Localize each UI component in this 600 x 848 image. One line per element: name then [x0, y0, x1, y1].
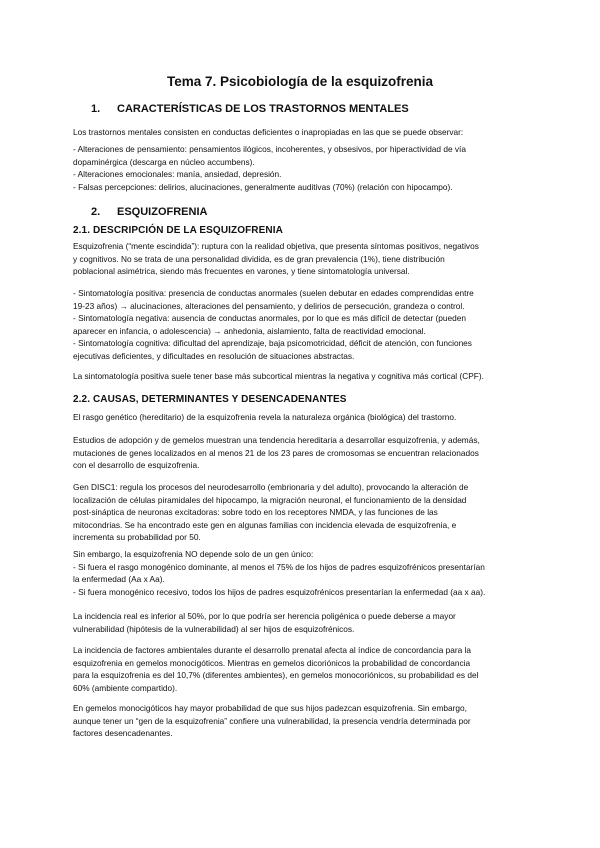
text-line: factores desencadenantes.: [73, 728, 173, 739]
text-line: En gemelos monocigóticos hay mayor probabilidad de que sus hijos padezcan esquizofrenia. Sin embargo,: [73, 703, 467, 713]
text-line: vulnerabilidad (hipótesis de la vulnerabilidad) al ser hijos de esquizofrénicos.: [73, 623, 355, 634]
text-line: ejecutivas deficientes, y dificultades en resolución de situaciones abstractas.: [73, 350, 355, 361]
text-line: 19-23 años) → alucinaciones, alteraciones del pensamiento, y delirios de persecución, grandeza o control.: [73, 300, 465, 311]
text-line: - Si fuera monogénico recesivo, todos los hijos de padres esquizofrénicos presentarían la enfermedad (aa x aa).: [73, 586, 486, 597]
text-line: Gen DISC1: regula los procesos del neurodesarrollo (embrionaria y del adulto), provocando la alteración de: [73, 482, 469, 492]
paragraph-environment: [73, 644, 529, 694]
text-line: - Sintomatología positiva: presencia de conductas anormales (suelen debutar en edades comprendidas entre: [73, 288, 474, 298]
paragraph-description: [73, 240, 529, 278]
text-line: Sin embargo, la esquizofrenia NO depende solo de un gen único:: [73, 549, 314, 559]
text-line: aunque tener un “gen de la esquizofrenia” confiere una vulnerabilidad, la presencia vendría determinada por: [73, 715, 471, 726]
list-symptoms: [73, 287, 529, 363]
section-number: 1.: [91, 103, 101, 115]
paragraph-disc1: [73, 481, 529, 544]
text-line: Esquizofrenia (“mente escindida”): ruptura con la realidad objetiva, que presenta síntomas positivos, negativos: [73, 241, 479, 251]
list-characteristics: [73, 143, 529, 193]
text-line: Estudios de adopción y de gemelos muestran una tendencia hereditaria a desarrollar esquizofrenia, y además,: [73, 435, 480, 445]
text-line: esquizofrenia en gemelos monocigóticos. Mientras en gemelos dicoriónicos la probabilidad de concordancia: [73, 657, 471, 668]
text-line: La incidencia real es inferior al 50%, por lo que podría ser herencia poligénica o puede deberse a mayor: [73, 611, 456, 621]
section-heading-2: [91, 206, 207, 218]
text-line: aparecer en infancia, o adolescencia) → anhedonia, aislamiento, falta de reactividad emocional.: [73, 325, 426, 336]
text-line: incrementa su probabilidad por 50.: [73, 532, 201, 543]
subsection-heading-2-1: 2.1. DESCRIPCIÓN DE LA ESQUIZOFRENIA: [73, 225, 283, 236]
text-line: la enfermedad (Aa x Aa).: [73, 574, 165, 585]
paragraph-single-gene: [73, 548, 529, 598]
text-line: 60% (ambiente compartido).: [73, 682, 178, 693]
text-line: - Si fuera el rasgo monogénico dominante, al menos el 75% de los hijos de padres esquizofrénicos presentarían: [73, 561, 485, 572]
list-item: - Falsas percepciones: delirios, alucinaciones, generalmente auditivas (70%) (relación con hipocampo).: [73, 181, 453, 192]
paragraph-monozygotic: [73, 702, 529, 740]
text-line: mutaciones de genes localizados en al menos 21 de los 23 pares de cromosomas se encuentran relacionados: [73, 447, 479, 458]
paragraph-intro: [73, 126, 529, 139]
section-heading-1: [91, 103, 409, 115]
text-line: post-sináptica de neuronas excitadoras: sobre todo en los receptores NMDA, y las funciones de las: [73, 507, 438, 518]
text-line: y cognitivos. No se trata de una personalidad dividida, es de gran prevalencia (1%), tiene distribución: [73, 253, 445, 264]
text-line: - Sintomatología negativa: ausencia de conductas anormales, por lo que es más difícil de detectar (pueden: [73, 313, 466, 324]
text-line: - Sintomatología cognitiva: dificultad del aprendizaje, baja psicomotricidad, déficit de atención, con funciones: [73, 338, 472, 349]
list-item: - Alteraciones de pensamiento: pensamientos ilógicos, incoherentes, y obsesivos, por hiperactividad de vía: [73, 144, 466, 154]
text-line: La sintomatología positiva suele tener base más subcortical mientras la negativa y cognitiva más cortical (CPF).: [73, 371, 484, 381]
list-item: - Alteraciones emocionales: manía, ansiedad, depresión.: [73, 169, 282, 180]
text-line: mitocondrias. Se ha encontrado este gen en algunas familias con incidencia elevada de esquizofrenia, e: [73, 519, 457, 530]
paragraph-genetic-trait: [73, 411, 529, 424]
section-title: ESQUIZOFRENIA: [117, 206, 208, 218]
section-number: 2.: [91, 206, 101, 218]
subsection-heading-2-2: 2.2. CAUSAS, DETERMINANTES Y DESENCADENANTES: [73, 394, 347, 405]
list-item: dopaminérgica (descarga en núcleo accumbens).: [73, 156, 255, 167]
text-line: El rasgo genético (hereditario) de la esquizofrenia revela la naturaleza orgánica (biológica) del trastorno.: [73, 412, 457, 422]
paragraph-adoption-studies: [73, 434, 529, 472]
page-title: Tema 7. Psicobiología de la esquizofrenia: [166, 74, 434, 89]
text-line: para la esquizofrenia es del 10,7% (diferentes ambientes), en gemelos monocoriónicos, su probabilidad es del: [73, 670, 479, 681]
text-line: con el desarrollo de esquizofrenia.: [73, 460, 200, 471]
text-line: La incidencia de factores ambientales durante el desarrollo prenatal afecta al índice de concordancia para la: [73, 645, 472, 655]
text-line: poblacional asimétrica, siendo más frecuentes en varones, y tiene sintomatología universal.: [73, 266, 410, 277]
paragraph-incidence: [73, 610, 529, 635]
text-line: localización de células piramidales del hipocampo, la migración neuronal, el funcionamiento de la densidad: [73, 494, 467, 505]
paragraph-cortical: [73, 370, 529, 383]
text-line: Los trastornos mentales consisten en conductas deficientes o inapropiadas en las que se puede observar:: [73, 127, 464, 137]
section-title: CARACTERÍSTICAS DE LOS TRASTORNOS MENTALES: [117, 103, 409, 115]
